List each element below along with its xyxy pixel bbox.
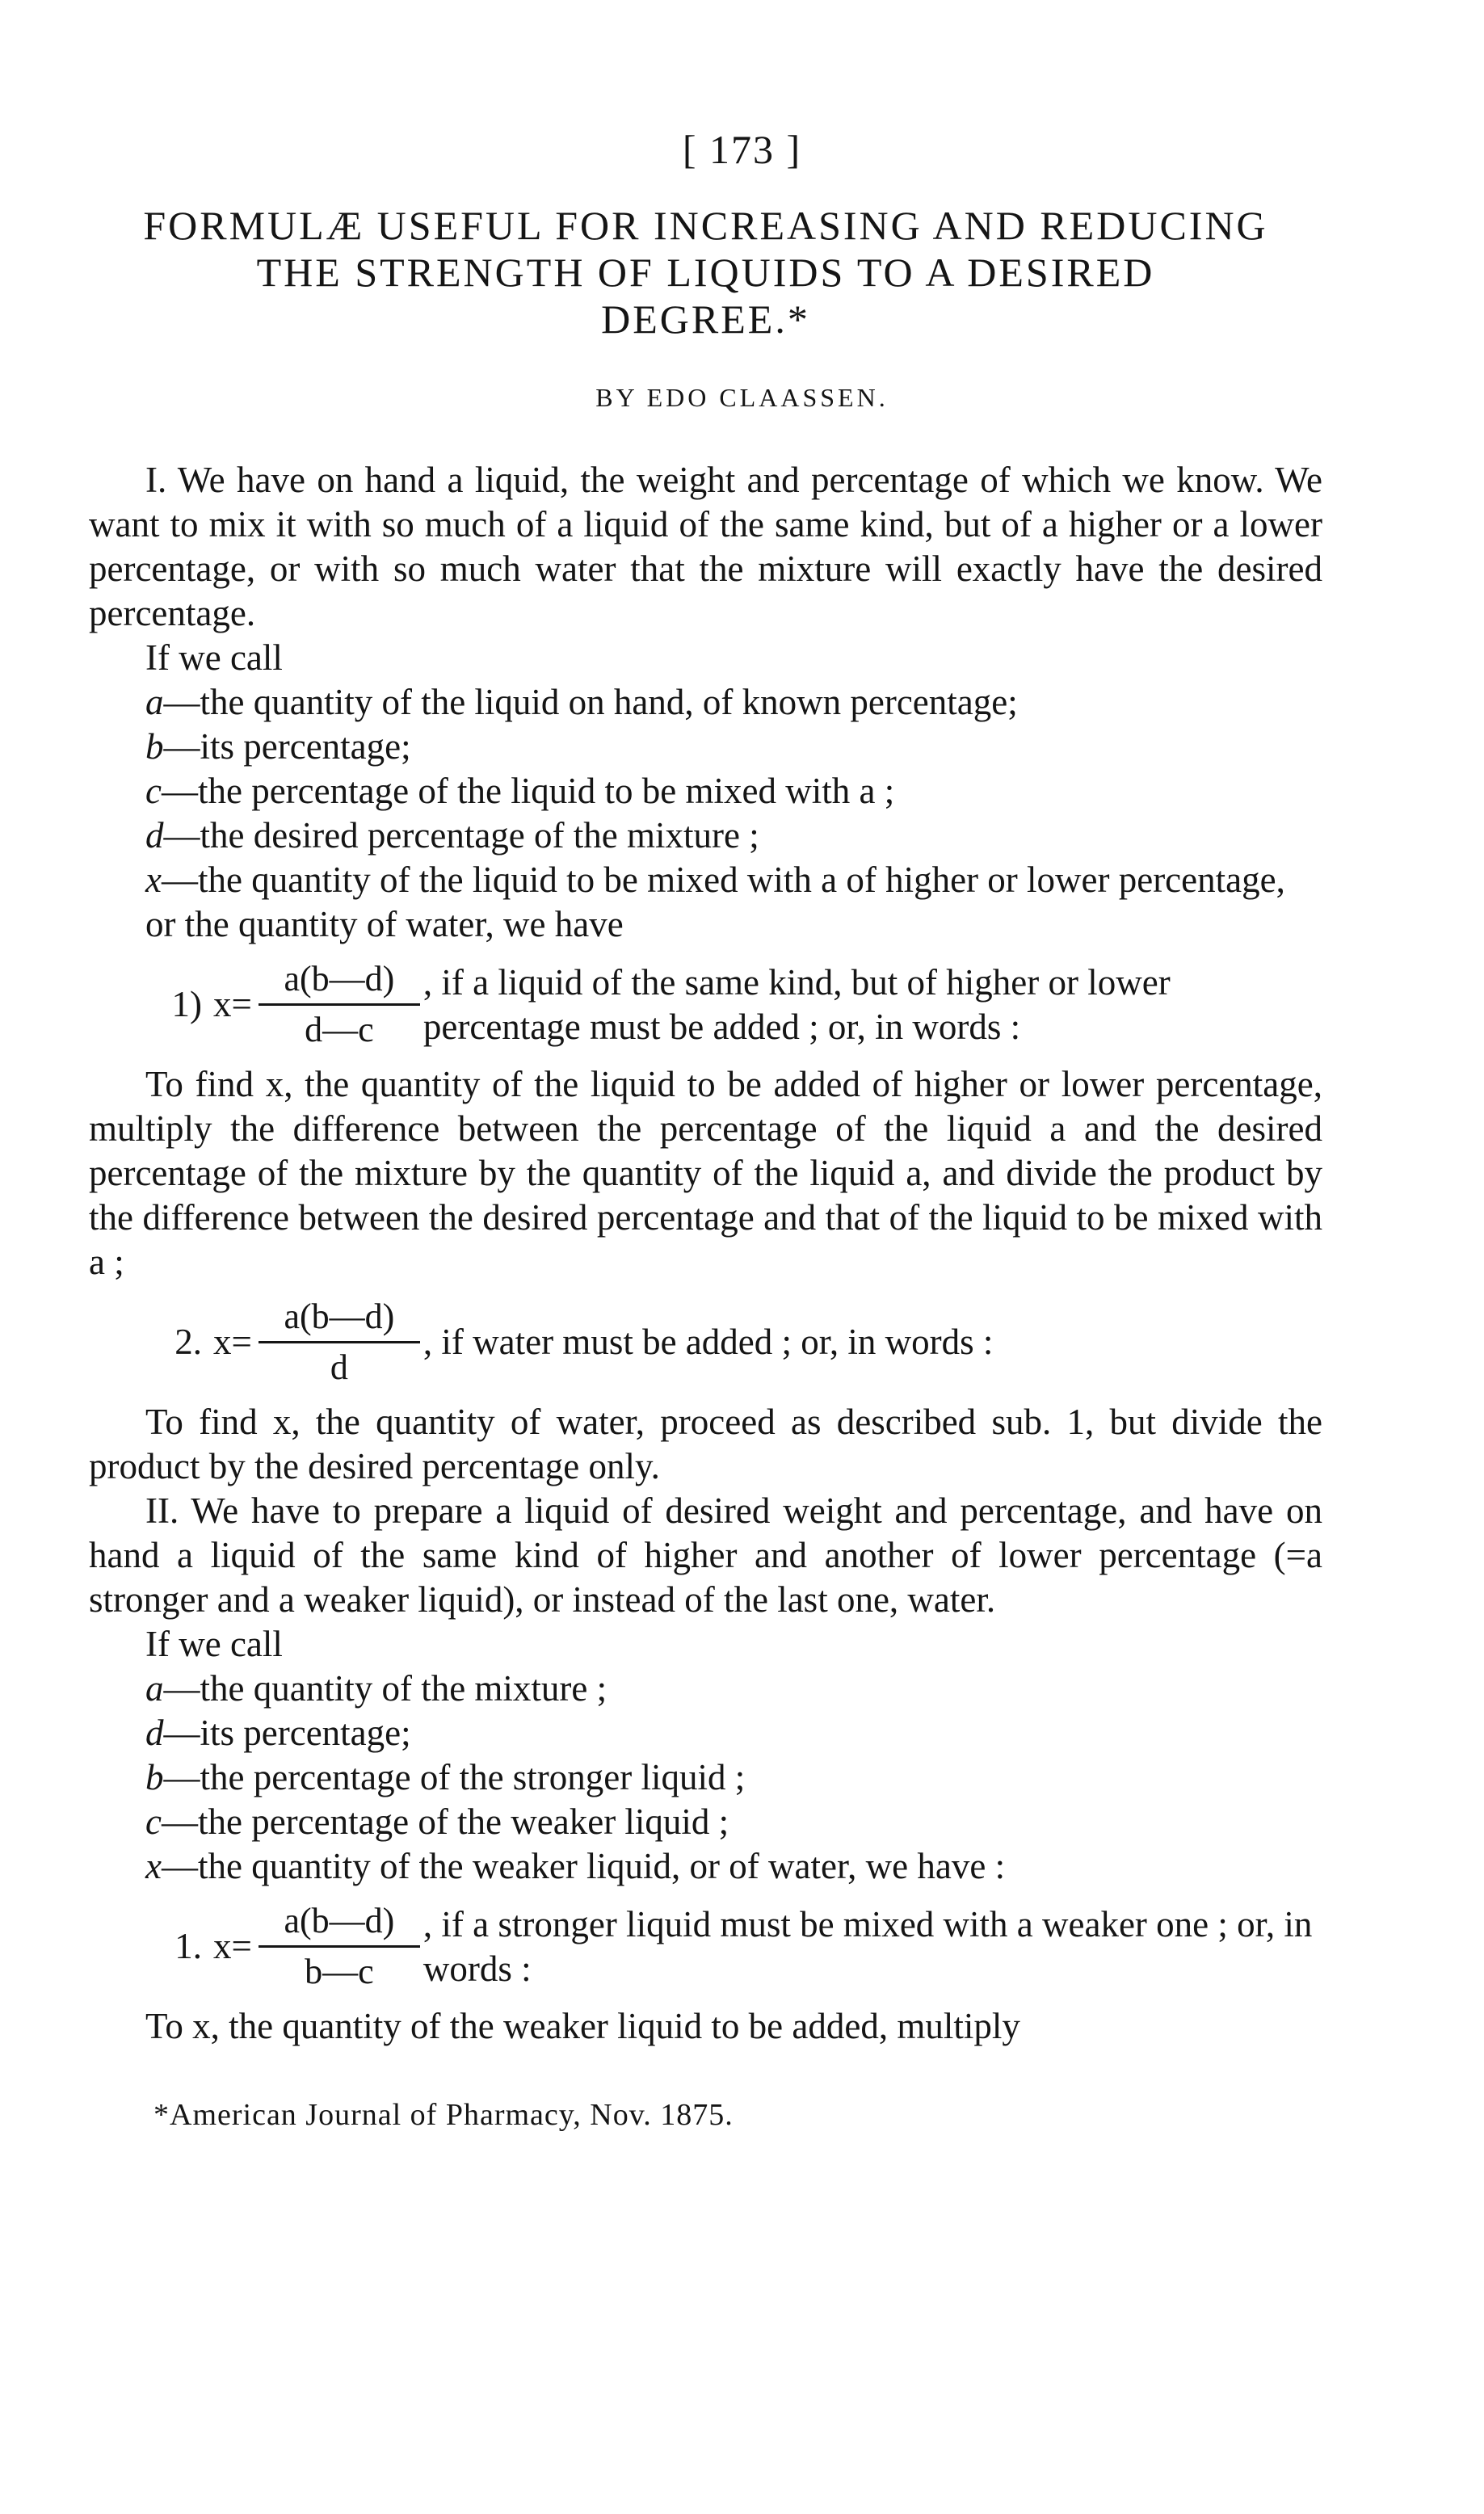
definition-text: —the desired percentage of the mixture ; xyxy=(163,815,759,856)
definition-variable: b xyxy=(145,1757,164,1797)
article-title xyxy=(89,202,1322,343)
definition-item xyxy=(145,725,1322,769)
definition-variable: a xyxy=(145,1668,164,1709)
formula-number: 1) xyxy=(171,984,202,1024)
definition-text: —the quantity of the mixture ; xyxy=(163,1668,607,1709)
formula-lhs: x= xyxy=(213,1322,252,1362)
definition-text: —its percentage; xyxy=(163,1713,411,1753)
formula-2-1 xyxy=(89,1897,1322,1996)
definition-variable: x xyxy=(145,1846,162,1886)
title-line-2: THE STRENGTH OF LIQUIDS TO A DESIRED xyxy=(256,250,1155,295)
definition-item xyxy=(145,1755,1322,1800)
definition-text: —the percentage of the weaker liquid ; xyxy=(161,1801,729,1842)
section-2-definitions xyxy=(89,1667,1322,1889)
definition-variable: c xyxy=(145,1801,162,1842)
definition-item xyxy=(145,1844,1322,1889)
section-2-intro: If we call xyxy=(145,1624,283,1664)
formula-number: 1. xyxy=(174,1926,202,1966)
article-body xyxy=(89,458,1322,2049)
page-number: [ 173 ] xyxy=(682,127,802,172)
fraction-numerator: a(b—d) xyxy=(284,959,395,998)
definition-text: —the quantity of the weaker liquid, or of water, we have : xyxy=(161,1846,1006,1886)
author-byline: BY EDO CLAASSEN. xyxy=(595,383,889,412)
formula-lhs: x= xyxy=(213,984,252,1024)
fraction-denominator: d xyxy=(330,1347,348,1387)
formula-fraction xyxy=(259,955,420,1054)
formula-condition: , if water must be added ; or, in words : xyxy=(422,1322,994,1362)
formula-1-2 xyxy=(89,1293,1322,1392)
fraction-denominator: d—c xyxy=(305,1010,374,1049)
section-1-paragraph: I. We have on hand a liquid, the weight and percentage of which we know. We want to mix it with so much of a liquid of the same kind, but of a higher or a lower percentage, or with so much water that the mixture will exactly have the desired percentage. xyxy=(89,460,1322,633)
definition-item xyxy=(145,680,1322,725)
definition-variable: b xyxy=(145,726,164,767)
title-line-1: FORMULÆ USEFUL FOR INCREASING AND REDUCING xyxy=(143,203,1268,248)
definition-text: —the percentage of the stronger liquid ; xyxy=(163,1757,746,1797)
fraction-denominator: b—c xyxy=(305,1952,374,1991)
section-1-explanation-2: To find x, the quantity of water, proceed as described sub. 1, but divide the product by the desired percentage only. xyxy=(89,1402,1322,1486)
definition-variable: x xyxy=(145,860,162,900)
formula-condition: , if a stronger liquid must be mixed with a weaker one ; or, in words : xyxy=(422,1903,1313,1989)
formula-1-1 xyxy=(89,955,1322,1054)
section-2-paragraph: II. We have to prepare a liquid of desired weight and percentage, and have on hand a liquid of the same kind of higher and another of lower percentage (=a stronger and a weaker liquid), or instead of the last one, water. xyxy=(89,1490,1322,1620)
definition-variable: d xyxy=(145,1713,164,1753)
definition-text: —its percentage; xyxy=(163,726,411,767)
fraction-numerator: a(b—d) xyxy=(284,1901,395,1940)
definition-text: —the quantity of the liquid on hand, of known percentage; xyxy=(163,682,1018,722)
formula-condition: , if a liquid of the same kind, but of higher or lower percentage must be added ; or, in words : xyxy=(422,961,1171,1047)
definition-text: —the percentage of the liquid to be mixed with a ; xyxy=(161,771,895,811)
formula-fraction xyxy=(259,1293,420,1392)
section-2-explanation-1: To x, the quantity of the weaker liquid to be added, multiply xyxy=(145,2006,1020,2046)
footnote: *American Journal of Pharmacy, Nov. 1875. xyxy=(153,2098,734,2132)
definition-variable: d xyxy=(145,815,164,856)
formula-lhs: x= xyxy=(213,1926,252,1966)
title-line-3: DEGREE.* xyxy=(601,296,810,342)
definition-item xyxy=(145,813,1322,858)
section-1-definitions xyxy=(89,680,1322,947)
definition-text: —the quantity of the liquid to be mixed with a of higher or lower percentage, or the quantity of water, we have xyxy=(145,860,1285,944)
section-1-explanation-1: To find x, the quantity of the liquid to be added of higher or lower percentage, multiply the difference between the percentage of the liquid a and the desired percentage of the mixture by the quantity of the liquid a, and divide the product by the difference between the desired percentage and that of the liquid to be mixed with a ; xyxy=(89,1064,1322,1282)
definition-item xyxy=(145,769,1322,813)
definition-item xyxy=(145,1800,1322,1844)
definition-item xyxy=(145,1711,1322,1755)
fraction-numerator: a(b—d) xyxy=(284,1297,395,1336)
definition-item xyxy=(145,858,1322,947)
definition-variable: c xyxy=(145,771,162,811)
section-1-intro: If we call xyxy=(145,637,283,678)
formula-fraction xyxy=(259,1897,420,1996)
definition-item xyxy=(145,1667,1322,1711)
formula-number: 2. xyxy=(174,1322,202,1362)
definition-variable: a xyxy=(145,682,164,722)
